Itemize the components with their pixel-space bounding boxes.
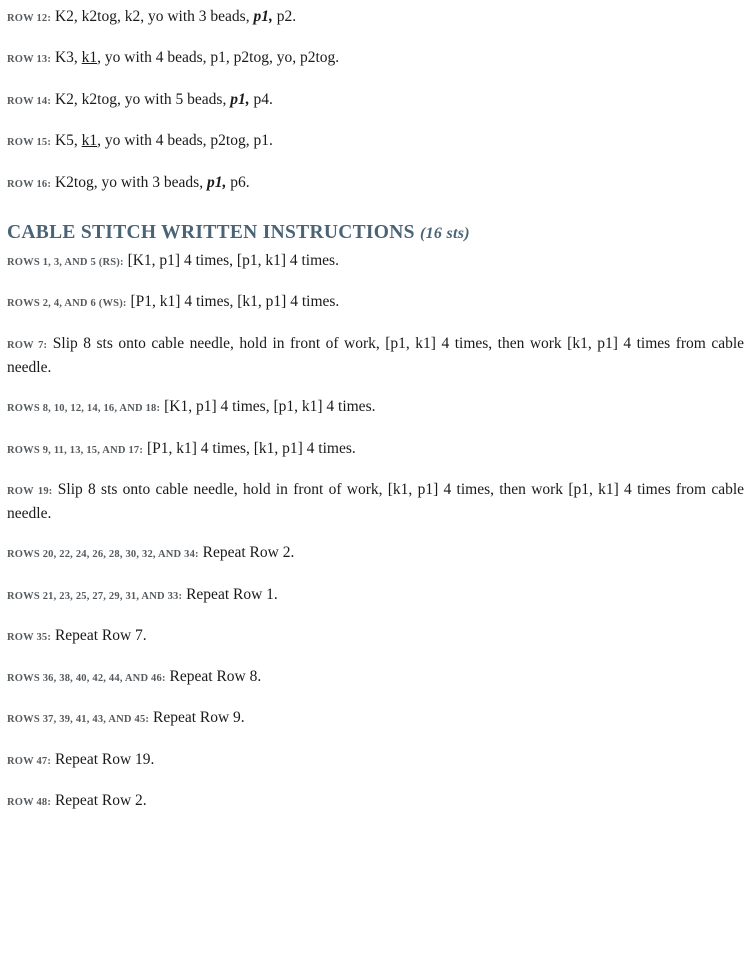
cable-row: ROWS 36, 38, 40, 42, 44, AND 46: Repeat Row 8. bbox=[7, 668, 262, 685]
cable-row: ROWS 2, 4, AND 6 (WS): [P1, k1] 4 times, [k1, p1] 4 times. bbox=[7, 293, 340, 310]
row-label: ROW 14: bbox=[7, 96, 52, 107]
cable-row: ROW 19: Slip 8 sts onto cable needle, hold in front of work, [k1, p1] 4 times, then work [p1, k1] 4 times from cable needle. bbox=[7, 481, 745, 522]
cable-row: ROWS 20, 22, 24, 26, 28, 30, 32, AND 34: Repeat Row 2. bbox=[7, 544, 295, 561]
cable-row: ROW 47: Repeat Row 19. bbox=[7, 751, 155, 768]
row-12: ROW 12: K2, k2tog, k2, yo with 3 beads, p1, p2. bbox=[7, 8, 297, 25]
row-label: ROW 15: bbox=[7, 137, 52, 148]
row-13: ROW 13: K3, k1, yo with 4 beads, p1, p2tog, yo, p2tog. bbox=[7, 49, 340, 66]
stitch-count: (16 sts) bbox=[419, 225, 470, 242]
cable-row: ROWS 9, 11, 13, 15, AND 17: [P1, k1] 4 times, [k1, p1] 4 times. bbox=[7, 440, 356, 457]
cable-row: ROWS 37, 39, 41, 43, AND 45: Repeat Row 9. bbox=[7, 709, 245, 726]
row-16: ROW 16: K2tog, yo with 3 beads, p1, p6. bbox=[7, 174, 250, 191]
row-label: ROW 13: bbox=[7, 54, 52, 65]
cable-row: ROWS 21, 23, 25, 27, 29, 31, AND 33: Repeat Row 1. bbox=[7, 586, 278, 603]
cable-row: ROWS 8, 10, 12, 14, 16, AND 18: [K1, p1] 4 times, [p1, k1] 4 times. bbox=[7, 398, 376, 415]
row-14: ROW 14: K2, k2tog, yo with 5 beads, p1, p4. bbox=[7, 91, 273, 108]
row-15: ROW 15: K5, k1, yo with 4 beads, p2tog, p1. bbox=[7, 132, 273, 149]
cable-row: ROW 35: Repeat Row 7. bbox=[7, 627, 147, 644]
cable-row: ROW 48: Repeat Row 2. bbox=[7, 792, 147, 809]
cable-row: ROW 7: Slip 8 sts onto cable needle, hold in front of work, [p1, k1] 4 times, then work [k1, p1] 4 times from cable needle. bbox=[7, 335, 745, 376]
row-label: ROW 16: bbox=[7, 179, 52, 190]
cable-section-heading: CABLE STITCH WRITTEN INSTRUCTIONS (16 sts) bbox=[7, 222, 470, 243]
cable-row: ROWS 1, 3, AND 5 (RS): [K1, p1] 4 times, [p1, k1] 4 times. bbox=[7, 252, 339, 269]
row-label: ROW 12: bbox=[7, 13, 52, 24]
